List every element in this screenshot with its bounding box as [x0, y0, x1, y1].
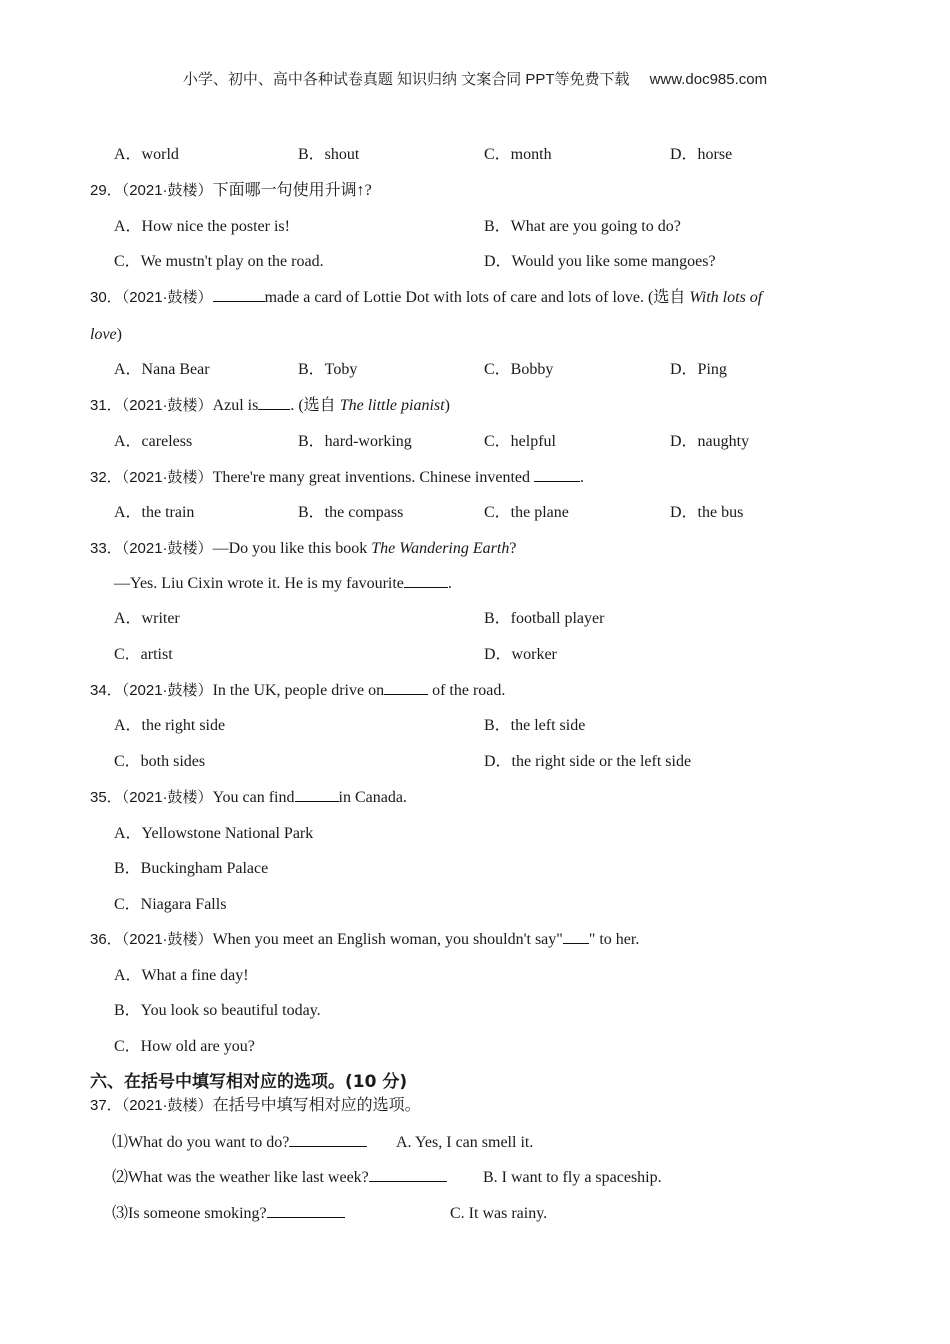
- question-stem-after: . (选自: [290, 397, 340, 414]
- q37-item-1: [0, 1130, 950, 1156]
- match-answer: B. I want to fly a spaceship.: [483, 1169, 662, 1186]
- question-stem: made a card of Lottie Dot with lots of care and lots of love. (选自: [264, 289, 690, 306]
- answer-blank[interactable]: [563, 927, 589, 944]
- option-c: C．How old are you?: [114, 1038, 255, 1055]
- book-title: With lots of: [689, 289, 763, 306]
- question-source: （2021·鼓楼）: [121, 540, 213, 557]
- q35-option-a: [0, 821, 950, 847]
- question-number: 33．: [90, 540, 122, 557]
- q37-item-2: [0, 1165, 950, 1191]
- option-b: B．Buckingham Palace: [114, 860, 269, 877]
- question-number: 35．: [90, 789, 122, 806]
- q30-stem-cont: [0, 322, 950, 348]
- question-source: （2021·鼓楼）: [121, 289, 213, 306]
- option-d: D．naughty: [670, 433, 750, 450]
- question-number: 34．: [90, 682, 122, 699]
- option-b: B．the compass: [298, 504, 404, 521]
- dialogue-reply-end: .: [447, 575, 452, 592]
- header-site: www.doc985.com: [649, 71, 768, 88]
- q36-option-b: [0, 998, 950, 1024]
- option-c: C．helpful: [484, 433, 556, 450]
- question-stem: In the UK, people drive on: [212, 682, 385, 699]
- answer-blank[interactable]: [369, 1165, 447, 1182]
- question-stem-after: of the road.: [428, 682, 506, 699]
- option-d: D．Would you like some mangoes?: [484, 253, 716, 270]
- question-stem: You can find: [212, 789, 295, 806]
- option-d: D．the bus: [670, 504, 744, 521]
- section-title: 六、在括号中填写相对应的选项。(10 分): [90, 1072, 408, 1092]
- close-paren: ): [116, 326, 122, 343]
- match-answer: C. It was rainy.: [450, 1205, 548, 1222]
- q29-options-row2: [0, 249, 950, 275]
- q34-options-row2: [0, 749, 950, 775]
- q32-stem: [0, 465, 950, 491]
- header-text: 小学、初中、高中各种试卷真题 知识归纳 文案合同 PPT等免费下载: [182, 71, 630, 88]
- q31-options: [0, 429, 950, 455]
- q29-stem: [0, 178, 950, 204]
- q36-option-c: [0, 1034, 950, 1060]
- q28-options: [0, 142, 950, 168]
- option-a: A．careless: [114, 433, 193, 450]
- page-header: [0, 68, 950, 89]
- q36-stem: [0, 927, 950, 953]
- option-a: A．world: [114, 146, 179, 163]
- q30-options: [0, 357, 950, 383]
- q35-option-c: [0, 892, 950, 918]
- option-c: C．Niagara Falls: [114, 896, 227, 913]
- question-source: （2021·鼓楼）: [121, 931, 213, 948]
- question-stem: —Do you like this book: [212, 540, 372, 557]
- question-number: 32．: [90, 469, 122, 486]
- option-a: A．writer: [114, 610, 180, 627]
- question-number: 36．: [90, 931, 122, 948]
- q33-stem: [0, 536, 950, 562]
- dialogue-reply: —Yes. Liu Cixin wrote it. He is my favourite: [114, 575, 404, 592]
- match-answer: A. Yes, I can smell it.: [396, 1134, 534, 1151]
- question-source: （2021·鼓楼）: [121, 1097, 213, 1114]
- match-question: ⑶Is someone smoking?: [112, 1205, 267, 1222]
- question-stem: There're many great inventions. Chinese invented: [212, 469, 535, 486]
- match-question: ⑴What do you want to do?: [112, 1134, 290, 1151]
- option-b: B．Toby: [298, 361, 358, 378]
- option-c: C．We mustn't play on the road.: [114, 253, 324, 270]
- match-question: ⑵What was the weather like last week?: [112, 1169, 369, 1186]
- q33-options-row1: [0, 606, 950, 632]
- question-source: （2021·鼓楼）: [121, 682, 213, 699]
- option-d: D．worker: [484, 646, 557, 663]
- q32-options: [0, 500, 950, 526]
- option-d: D．horse: [670, 146, 733, 163]
- option-c: C．both sides: [114, 753, 206, 770]
- question-number: 37．: [90, 1097, 122, 1114]
- option-a: A．What a fine day!: [114, 967, 249, 984]
- q35-option-b: [0, 856, 950, 882]
- option-a: A．the train: [114, 504, 195, 521]
- question-number: 31．: [90, 397, 122, 414]
- question-source: （2021·鼓楼）: [121, 397, 213, 414]
- q29-options-row1: [0, 214, 950, 240]
- question-source: （2021·鼓楼）: [121, 789, 213, 806]
- question-stem-after: " to her.: [588, 931, 640, 948]
- book-title: The Wandering Earth: [371, 540, 510, 557]
- q33-options-row2: [0, 642, 950, 668]
- option-a: A．Yellowstone National Park: [114, 825, 314, 842]
- q37-stem: [0, 1093, 950, 1119]
- q34-options-row1: [0, 713, 950, 739]
- option-b: B．football player: [484, 610, 605, 627]
- option-c: C．Bobby: [484, 361, 554, 378]
- option-b: B．shout: [298, 146, 360, 163]
- option-b: B．the left side: [484, 717, 586, 734]
- question-number: 29．: [90, 182, 122, 199]
- answer-blank[interactable]: [295, 785, 339, 802]
- q36-option-a: [0, 963, 950, 989]
- q35-stem: [0, 785, 950, 811]
- answer-blank[interactable]: [534, 465, 580, 482]
- answer-blank[interactable]: [213, 285, 265, 302]
- question-stem: When you meet an English woman, you shouldn't say": [212, 931, 563, 948]
- question-stem: 下面哪一句使用升调↑?: [212, 182, 372, 199]
- q33-line2: [0, 571, 950, 597]
- option-a: A．How nice the poster is!: [114, 218, 290, 235]
- option-c: C．the plane: [484, 504, 569, 521]
- answer-blank[interactable]: [404, 571, 448, 588]
- option-d: D．the right side or the left side: [484, 753, 692, 770]
- close-paren: ): [444, 397, 450, 414]
- question-stem: Azul is: [212, 397, 259, 414]
- answer-blank[interactable]: [258, 393, 290, 410]
- question-stem-after: .: [580, 469, 585, 486]
- q31-stem: [0, 393, 950, 419]
- option-a: A．Nana Bear: [114, 361, 210, 378]
- question-stem-after: in Canada.: [338, 789, 407, 806]
- option-c: C．month: [484, 146, 552, 163]
- book-title-cont: love: [90, 326, 117, 343]
- answer-blank[interactable]: [267, 1201, 345, 1218]
- option-b: B．What are you going to do?: [484, 218, 681, 235]
- question-stem-after: ?: [509, 540, 517, 557]
- option-a: A．the right side: [114, 717, 226, 734]
- question-source: （2021·鼓楼）: [121, 469, 213, 486]
- q34-stem: [0, 678, 950, 704]
- question-source: （2021·鼓楼）: [121, 182, 213, 199]
- q30-stem: [0, 285, 950, 311]
- option-d: D．Ping: [670, 361, 727, 378]
- option-b: B．You look so beautiful today.: [114, 1002, 321, 1019]
- answer-blank[interactable]: [384, 678, 428, 695]
- book-title: The little pianist: [339, 397, 445, 414]
- option-c: C．artist: [114, 646, 173, 663]
- answer-blank[interactable]: [289, 1130, 367, 1147]
- question-stem: 在括号中填写相对应的选项。: [212, 1097, 421, 1114]
- q37-item-3: [0, 1201, 950, 1227]
- question-number: 30．: [90, 289, 122, 306]
- option-b: B．hard-working: [298, 433, 412, 450]
